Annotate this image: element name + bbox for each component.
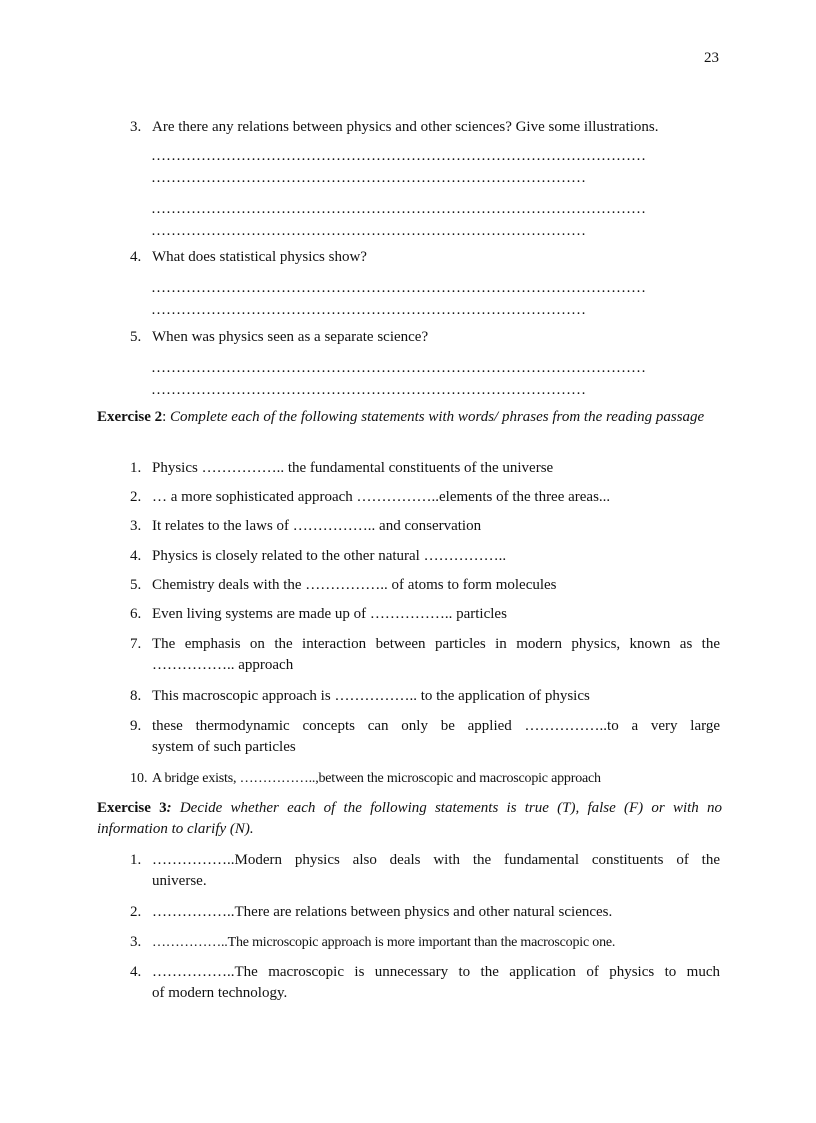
separator: : <box>162 409 171 425</box>
exercise-3-heading <box>97 798 722 840</box>
exercise-2-item <box>130 458 720 479</box>
item-text-block <box>152 850 720 892</box>
exercise-instruction: information to clarify (N). <box>97 821 254 837</box>
item-text: Even living systems are made up of …………….. particles <box>152 606 507 622</box>
item-number: 2. <box>130 904 142 920</box>
answer-line: …………………………………………………………………………… <box>151 170 586 186</box>
exercise-3-item <box>130 850 720 892</box>
exercise-2-item <box>130 575 720 596</box>
answer-line: ……………………………………………………………………………………… <box>151 148 646 164</box>
answer-line: ……………………………………………………………………………………… <box>151 280 646 296</box>
question-text: When was physics seen as a separate science? <box>152 329 429 345</box>
exercise-2-item <box>130 634 720 676</box>
item-number: 2. <box>130 489 142 505</box>
item-text-line: these thermodynamic concepts can only be applied ……………..to a very large <box>152 718 720 734</box>
item-text-block <box>152 962 720 1004</box>
exercise-2-item <box>130 487 720 508</box>
item-text-block <box>152 634 720 676</box>
answer-line: ……………………………………………………………………………………… <box>151 201 646 217</box>
question-5 <box>130 327 428 347</box>
item-number: 10. <box>130 771 148 786</box>
item-text: ……………..There are relations between physics and other natural sciences. <box>152 904 613 920</box>
item-text-block <box>152 716 720 758</box>
exercise-2-item <box>130 546 720 567</box>
exercise-2-item <box>130 604 720 625</box>
exercise-2-item <box>130 716 720 758</box>
exercise-2-item <box>130 686 720 707</box>
item-text-line: ……………..Modern physics also deals with the fundamental constituents of the <box>152 852 720 868</box>
item-number: 3. <box>130 934 142 950</box>
item-text: A bridge exists, ……………..,between the microscopic and macroscopic approach <box>152 771 601 786</box>
question-number: 4. <box>130 249 142 265</box>
item-number: 4. <box>130 548 142 564</box>
exercise-2-heading <box>97 407 722 428</box>
item-text: … a more sophisticated approach ……………..elements of the three areas... <box>152 489 611 505</box>
item-text: Physics is closely related to the other natural …………….. <box>152 548 507 564</box>
separator: : <box>166 800 180 816</box>
item-number: 7. <box>130 636 142 652</box>
item-text: Chemistry deals with the …………….. of atoms to form molecules <box>152 577 557 593</box>
exercise-3-item <box>130 902 720 923</box>
item-text-line: of modern technology. <box>152 985 288 1001</box>
exercise-3-item <box>130 962 720 1004</box>
exercise-3-item <box>130 932 720 953</box>
exercise-heading-line <box>97 798 722 819</box>
item-number: 6. <box>130 606 142 622</box>
exercise-instruction: Complete each of the following statements with words/ phrases from the reading passage <box>170 409 705 425</box>
item-text-line: …………….. approach <box>152 657 294 673</box>
item-text-line: universe. <box>152 873 207 889</box>
item-text: It relates to the laws of …………….. and conservation <box>152 518 482 534</box>
item-text: This macroscopic approach is …………….. to the application of physics <box>152 688 590 704</box>
question-text: Are there any relations between physics and other sciences? Give some illustrations. <box>152 119 659 135</box>
question-4 <box>130 247 367 267</box>
exercise-2-item <box>130 516 720 537</box>
answer-line: …………………………………………………………………………… <box>151 302 586 318</box>
answer-line: …………………………………………………………………………… <box>151 223 586 239</box>
exercise-2-item <box>130 768 720 789</box>
item-number: 9. <box>130 718 142 734</box>
answer-line: …………………………………………………………………………… <box>151 382 586 398</box>
answer-line: ……………………………………………………………………………………… <box>151 360 646 376</box>
item-number: 5. <box>130 577 142 593</box>
item-text: ……………..The microscopic approach is more important than the macroscopic one. <box>152 935 616 950</box>
question-text: What does statistical physics show? <box>152 249 367 265</box>
item-text: Physics …………….. the fundamental constituents of the universe <box>152 460 554 476</box>
item-number: 4. <box>130 964 142 980</box>
item-number: 8. <box>130 688 142 704</box>
page-number: 23 <box>704 50 719 66</box>
item-number: 1. <box>130 852 142 868</box>
item-text-line: system of such particles <box>152 739 296 755</box>
question-3 <box>130 117 659 137</box>
exercise-title: Exercise 2 <box>97 409 163 425</box>
item-text-line: The emphasis on the interaction between particles in modern physics, known as the <box>152 636 720 652</box>
item-text-line: ……………..The macroscopic is unnecessary to the application of physics to much <box>152 964 720 980</box>
item-number: 1. <box>130 460 142 476</box>
question-number: 5. <box>130 329 142 345</box>
exercise-title: Exercise 3 <box>97 800 167 816</box>
item-number: 3. <box>130 518 142 534</box>
exercise-instruction: Decide whether each of the following statements is true (T), false (F) or with no <box>179 800 723 816</box>
question-number: 3. <box>130 119 142 135</box>
